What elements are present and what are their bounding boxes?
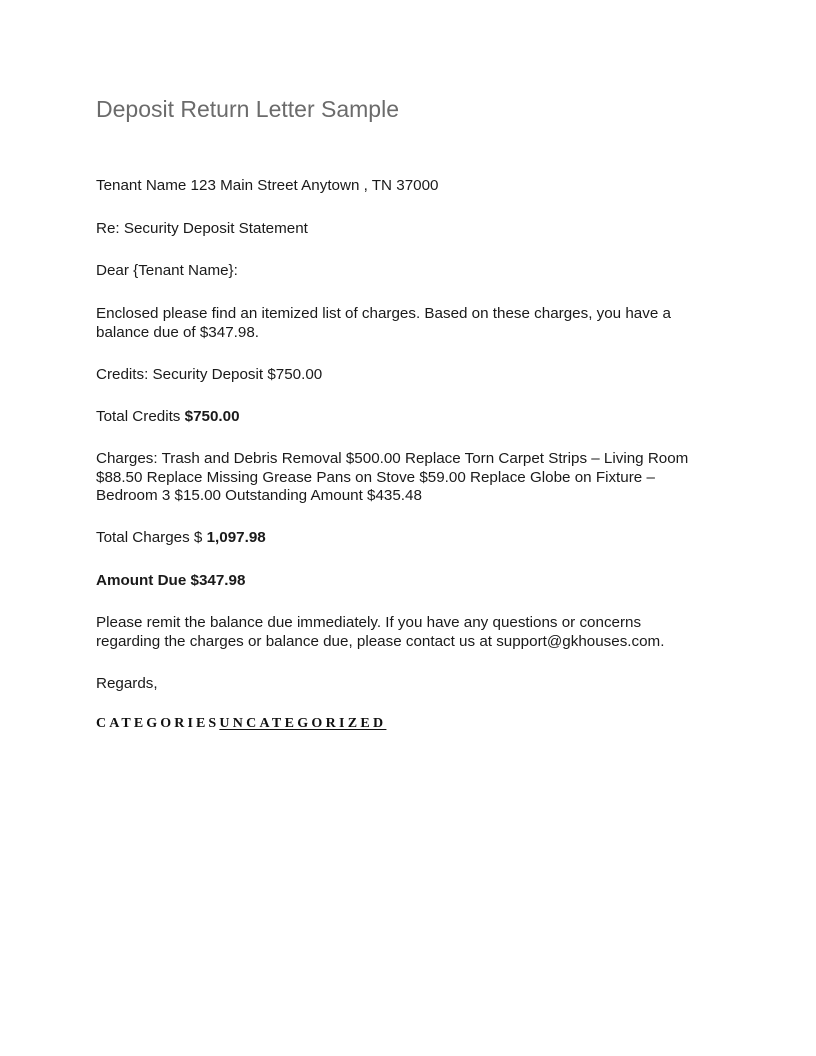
total-credits-label: Total Credits (96, 408, 185, 425)
charges-paragraph: Charges: Trash and Debris Removal $500.00 Replace Torn Carpet Strips – Living Room $88.50 Replace Missing Grease Pans on Stove $59.00 Replace Globe on Fixture – Bedroom 3 $15.00 Outstanding Amount $435.48 (96, 450, 689, 504)
categories-label: CATEGORIES (96, 716, 220, 731)
closing-paragraph: Please remit the balance due immediately. If you have any questions or concerns regarding the charges or balance due, please contact us at support@gkhouses.com. (96, 614, 665, 650)
categories-line (96, 716, 386, 732)
salutation: Dear {Tenant Name}: (96, 262, 238, 279)
total-charges-value: 1,097.98 (206, 529, 266, 546)
category-link-uncategorized[interactable]: UNCATEGORIZED (219, 716, 387, 731)
re-line: Re: Security Deposit Statement (96, 220, 308, 237)
total-credits-value: $750.00 (184, 408, 240, 425)
intro-paragraph: Enclosed please find an itemized list of charges. Based on these charges, you have a balance due of $347.98. (96, 305, 671, 341)
sign-off: Regards, (96, 675, 158, 692)
total-credits-line (96, 408, 716, 427)
total-charges-label: Total Charges $ (96, 529, 207, 546)
page-title: Deposit Return Letter Sample (96, 96, 399, 122)
address-line: Tenant Name 123 Main Street Anytown , TN 37000 (96, 177, 439, 194)
credits-line: Credits: Security Deposit $750.00 (96, 366, 323, 383)
total-charges-line (96, 529, 716, 548)
amount-due-line: Amount Due $347.98 (96, 572, 246, 589)
